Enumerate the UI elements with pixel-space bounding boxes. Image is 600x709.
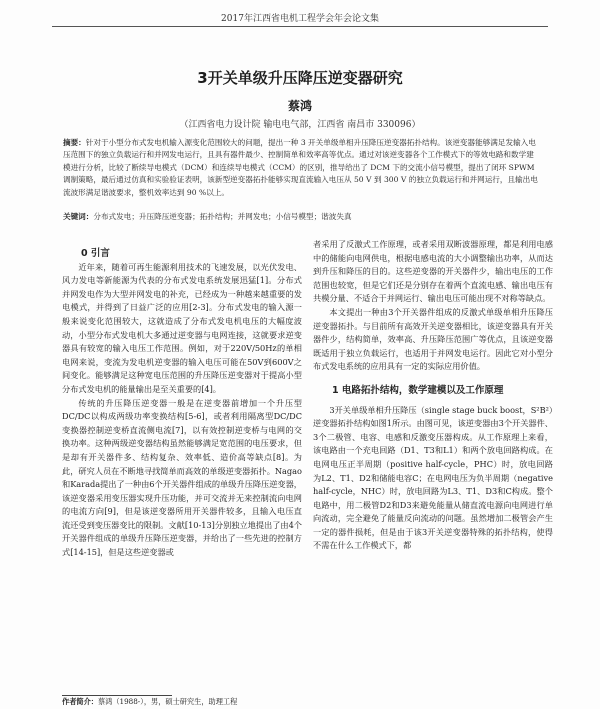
section-heading-intro: 0 引言 (81, 248, 110, 259)
paragraph: 3开关单级单相升压降压（single stage buck boost，S²B²）逆变器拓扑结构如图1所示。由图可见，该逆变器由3个开关器件、3个二极管、电容、电感和反激变压器构成。从工作原理上来看，该电路由一个充电回路（D1、T3和L1）和两个放电回路构成。在电网电压正半周期（positive half-cycle，PHC）时，放电回路为L2、T1、D2和储能电容C；在电网电压为负半周期（negative half-cycle，NHC）时，放电回路为L3、T1、D3和C构成。整个电路中，用二极管D2和D3来避免能量从储直流电源向电网进行单向流动，完全避免了能量反向流动的问题。虽然增加二极管会产生一定的器件损耗，但是由于该3开关逆变器特殊的拓扑结构，使得不需在什么工作模式下，都 (313, 404, 553, 551)
footnote-rule (62, 695, 172, 696)
footnote-text: 蔡鸿（1988-），男，硕士研究生，助理工程 (97, 697, 238, 706)
abstract (63, 137, 541, 199)
paragraph: 者采用了反激式工作原理，或者采用双断波器原理，都是利用电感中的储能向电网供电，根据电感电流的大小调整输出功率，从而达到升压和降压的目的。这些逆变器的开关器件少，输出电压的工作范围也较宽，但是它们还是分别存在着两个直流电感、输出电压有共模分量、不适合于并网运行、输出电压可能出现不对称等缺点。 (313, 239, 553, 304)
paragraph: 传统的升压降压逆变器一般是在逆变器前增加一个升压型DC/DC以构成两级功率变换结构[5-6]，或者利用隔离型DC/DC变换器控制逆变桥直流侧电流[7]，以有效控制逆变桥与电网的交换功率。这种两级逆变器结构虽然能够满足宽范围的电压要求，但是却有开关器件多、结构复杂、效率低、造价高等缺点[8]。为此，研究人员在不断地寻找简单而高效的单级逆变器拓扑。Nagao和Karada提出了一种由6个开关器件组成的单级升压降压逆变器，该逆变器采用变压器实现升压功能，并可交流并无来控制流向电网的电流方向[9]，但是该逆变器所用开关器件较多，且输入电压直流还受到变压器变比的限制。文献[10-13]分别独立地提出了由4个开关器件组成的单级升压降压逆变器，并给出了一些先进的控制方式[14-15]，但是这些逆变器或 (62, 397, 302, 558)
abstract-label: 摘要： (63, 138, 86, 147)
keywords-label: 关键词： (63, 212, 94, 221)
section-heading-1: 1 电路拓扑结构，数学建模以及工作原理 (332, 384, 504, 396)
paper-title: 3开关单级升压降压逆变器研究 (197, 69, 403, 87)
footnote-label: 作者简介： (62, 697, 98, 706)
left-column (62, 247, 302, 560)
header-rule (52, 26, 548, 27)
right-column (313, 238, 553, 553)
paragraph: 本文提出一种由3个开关器件组成的反激式单级单相升压降压逆变器拓扑。与目前所有高效开关逆变器相比，该逆变器具有开关器件少，结构简单，效率高、升压降压范围广等优点，且该逆变器既适用于独立负载运行，也适用于并网发电运行。因此它对小型分布式发电系统的应用具有一定的实际应用价值。 (313, 306, 553, 372)
paper-author: 蔡鸿 (287, 99, 312, 113)
abstract-text: 针对于小型分布式发电机输入源变化范围较大的问题，提出一种 3 开关单级单相升压降压逆变器拓扑结构。该逆变器能够满足发输入电压范围下的独立负载运行和并网发电运行，且具有器件最少、控制简单和效率高等优点。通过对该逆变器各个工作模式下的等效电路和数学建模进行分析，比较了断续导电模式（DCM）和连续导电模式（CCM）的区别，推导给出了 DCM 下的交流小信号模型，提出了闭环 SPWM 调制策略，最后通过仿真和实验验证表明，该新型逆变器拓扑能够实现直流输入电压从 50 V 到 300 V 的独立负载运行和并网运行，且输出电流波形满足谐波要求，整机效率达到 90 %以上。 (63, 138, 538, 197)
paper-affiliation: （江西省电力设计院 输电电气部，江西省 南昌市 330096） (179, 120, 421, 130)
author-footnote (62, 697, 362, 707)
keywords (63, 211, 541, 223)
running-header: 2017年江西省电机工程学会年会论文集 (221, 14, 379, 24)
keywords-text: 分布式发电；升压降压逆变器；拓扑结构；并网发电；小信号模型；谐波失真 (93, 212, 352, 221)
paragraph: 近年来，随着可再生能源利用技术的飞速发展，以光伏发电、风力发电等新能源为代表的分布式发电系统发展迅猛[1]。分布式并网发电作为大型并网发电的补充，已经成为一种越来越重要的发电模式，并得到了日益广泛的应用[2-3]。分布式发电的输入源一般来说变化范围较大，这就造成了分布式发电机电压的大幅度波动，小型分布式发电机大多通过逆变器与电网连接，这就要求逆变器具有较宽的输入电压工作范围。例如，对于220V/50Hz的单相电网来说，变流为发电机逆变器的输入电压可能在50V到600V之间变化。能够满足这种宽电压范围的升压降压逆变器对于提高小型分布式发电机的能量输出是至关重要的[4]。 (62, 261, 302, 394)
